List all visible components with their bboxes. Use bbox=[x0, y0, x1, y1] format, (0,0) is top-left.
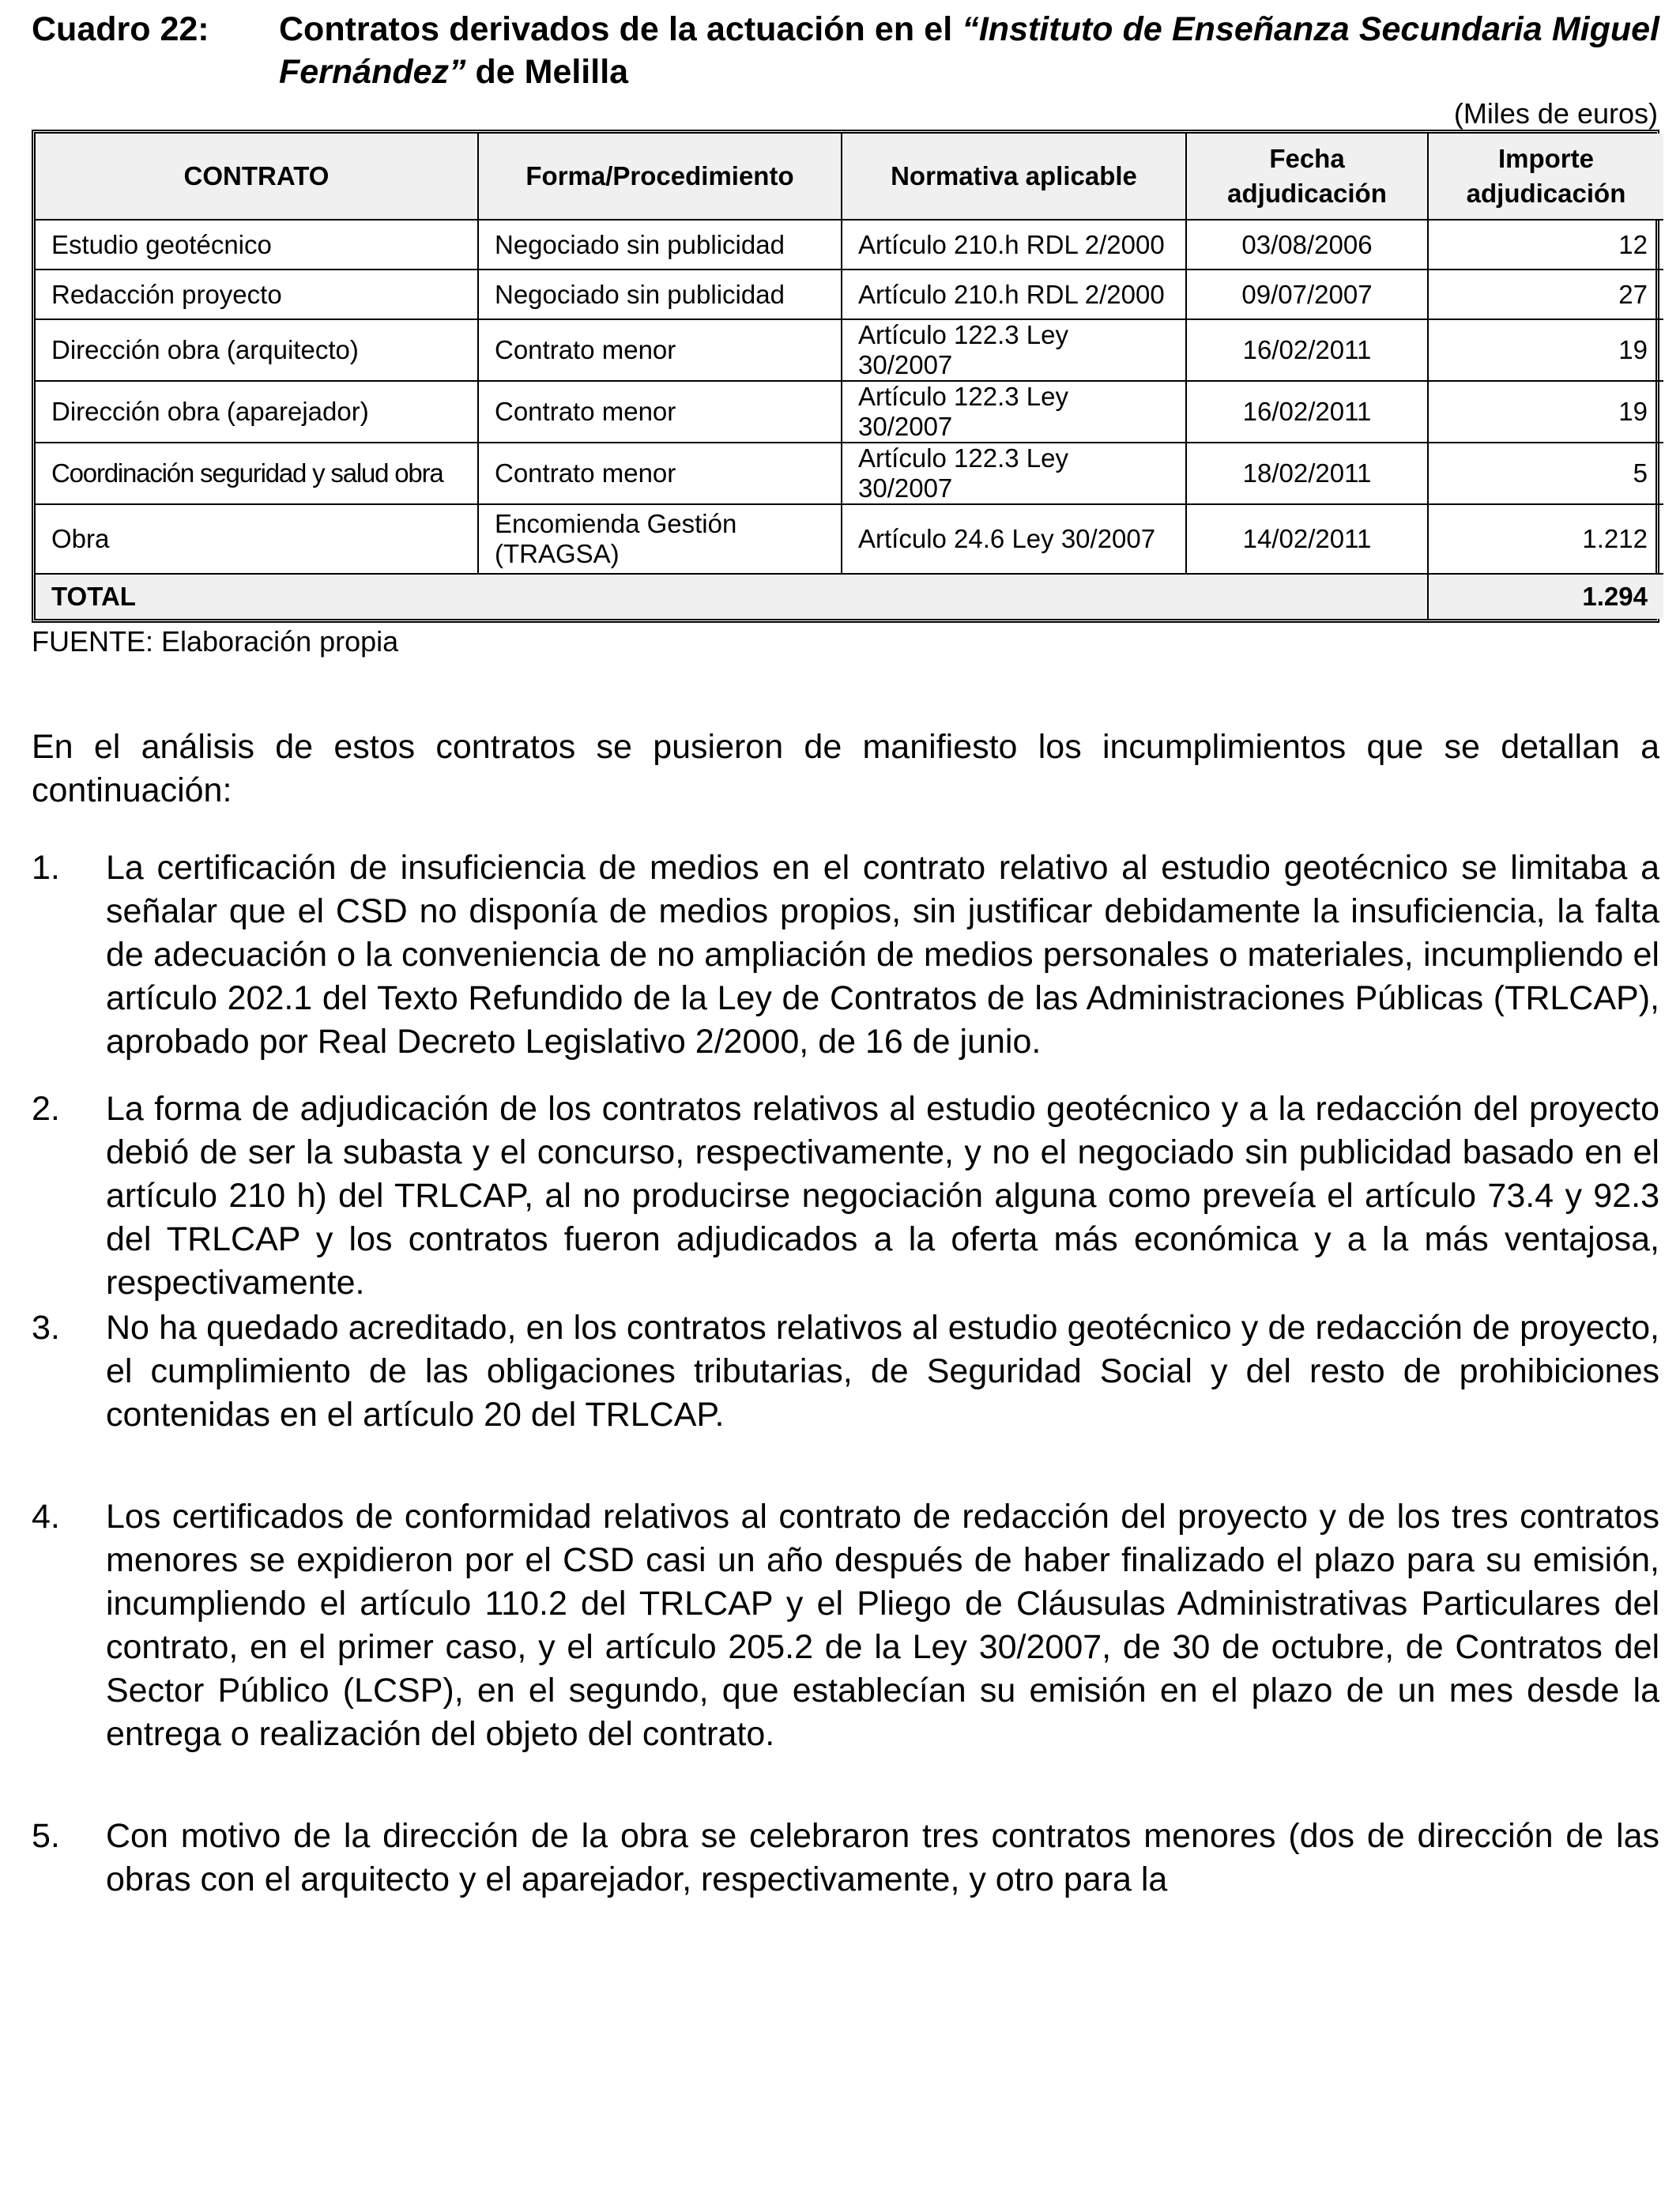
table-row bbox=[36, 319, 1663, 381]
item-number: 2. bbox=[32, 1090, 60, 1128]
cell-forma: Contrato menor bbox=[478, 443, 842, 504]
cell-normativa: Artículo 122.3 Ley 30/2007 bbox=[842, 319, 1186, 381]
units-note: (Miles de euros) bbox=[1453, 97, 1658, 130]
header-importe: Importe adjudicación bbox=[1428, 134, 1663, 220]
table-row bbox=[36, 381, 1663, 443]
header-forma: Forma/Procedimiento bbox=[478, 134, 842, 220]
cell-contrato: Obra bbox=[36, 504, 478, 574]
caption-title bbox=[279, 8, 1659, 93]
cell-importe: 1.212 bbox=[1428, 504, 1663, 574]
findings-list bbox=[32, 846, 1659, 1902]
cell-fecha: 14/02/2011 bbox=[1186, 504, 1428, 574]
item-number: 4. bbox=[32, 1498, 60, 1536]
cell-normativa: Artículo 210.h RDL 2/2000 bbox=[842, 220, 1186, 270]
cell-normativa: Artículo 122.3 Ley 30/2007 bbox=[842, 381, 1186, 443]
list-item bbox=[32, 1495, 1659, 1756]
table-total-row bbox=[36, 574, 1663, 619]
cell-contrato: Dirección obra (arquitecto) bbox=[36, 319, 478, 381]
cell-importe: 27 bbox=[1428, 270, 1663, 319]
table-row bbox=[36, 504, 1663, 574]
total-label: TOTAL bbox=[36, 574, 1428, 619]
header-fecha: Fecha adjudicación bbox=[1186, 134, 1428, 220]
table-header-row bbox=[36, 134, 1663, 220]
cell-forma: Negociado sin publicidad bbox=[478, 220, 842, 270]
intro-paragraph: En el análisis de estos contratos se pusieron de manifiesto los incumplimientos que se detallan a continuación: bbox=[32, 728, 1659, 809]
caption-label: Cuadro 22: bbox=[32, 10, 209, 48]
list-item bbox=[32, 846, 1659, 1064]
table-caption bbox=[32, 8, 1659, 93]
document-page bbox=[32, 8, 1659, 1925]
cell-normativa: Artículo 24.6 Ley 30/2007 bbox=[842, 504, 1186, 574]
item-number: 1. bbox=[32, 849, 60, 887]
item-number: 5. bbox=[32, 1817, 60, 1855]
contracts-table-frame bbox=[32, 130, 1659, 623]
cell-forma: Encomienda Gestión (TRAGSA) bbox=[478, 504, 842, 574]
cell-forma: Contrato menor bbox=[478, 381, 842, 443]
list-item bbox=[32, 1088, 1659, 1305]
item-text: No ha quedado acreditado, en los contratos relativos al estudio geotécnico y de redacción de proyecto, el cumplimiento de las obligaciones tributarias, de Seguridad Social y del resto de prohibiciones contenidas en el artículo 20 del TRLCAP. bbox=[106, 1309, 1659, 1434]
header-contrato: CONTRATO bbox=[36, 134, 478, 220]
table-row bbox=[36, 270, 1663, 319]
caption-institute-name: “Instituto de Enseñanza Secundaria Miguel Fernández” bbox=[279, 10, 1659, 91]
header-normativa: Normativa aplicable bbox=[842, 134, 1186, 220]
item-text: Los certificados de conformidad relativos al contrato de redacción del proyecto y de los tres contratos menores se expidieron por el CSD casi un año después de haber finalizado el plazo para su emisión, incumpliendo el artículo 110.2 del TRLCAP y el Pliego de Cláusulas Administrativas Particulares del contrato, en el primer caso, y el artículo 205.2 de la Ley 30/2007, de 30 de octubre, de Contratos del Sector Público (LCSP), en el segundo, que establecían su emisión en el plazo de un mes desde la entrega o realización del objeto del contrato. bbox=[106, 1498, 1659, 1753]
cell-contrato: Dirección obra (aparejador) bbox=[36, 381, 478, 443]
item-number: 3. bbox=[32, 1309, 60, 1347]
cell-contrato: Redacción proyecto bbox=[36, 270, 478, 319]
cell-importe: 12 bbox=[1428, 220, 1663, 270]
cell-importe: 19 bbox=[1428, 381, 1663, 443]
list-item bbox=[32, 1306, 1659, 1437]
cell-fecha: 16/02/2011 bbox=[1186, 381, 1428, 443]
list-item bbox=[32, 1815, 1659, 1902]
cell-fecha: 18/02/2011 bbox=[1186, 443, 1428, 504]
contracts-table bbox=[36, 134, 1663, 619]
item-text: Con motivo de la dirección de la obra se celebraron tres contratos menores (dos de dirección de las obras con el arquitecto y el aparejador, respectivamente, y otro para la bbox=[106, 1817, 1659, 1898]
cell-fecha: 03/08/2006 bbox=[1186, 220, 1428, 270]
table-row bbox=[36, 220, 1663, 270]
cell-contrato: Coordinación seguridad y salud obra bbox=[36, 443, 478, 504]
item-text: La certificación de insuficiencia de medios en el contrato relativo al estudio geotécnico se limitaba a señalar que el CSD no disponía de medios propios, sin justificar debidamente la insuficiencia, la falta de adecuación o la conveniencia de no ampliación de medios personales o materiales, incumpliendo el artículo 202.1 del Texto Refundido de la Ley de Contratos de las Administraciones Públicas (TRLCAP), aprobado por Real Decreto Legislativo 2/2000, de 16 de junio. bbox=[106, 849, 1659, 1061]
table-row bbox=[36, 443, 1663, 504]
cell-contrato: Estudio geotécnico bbox=[36, 220, 478, 270]
cell-fecha: 09/07/2007 bbox=[1186, 270, 1428, 319]
cell-normativa: Artículo 122.3 Ley 30/2007 bbox=[842, 443, 1186, 504]
item-text: La forma de adjudicación de los contratos relativos al estudio geotécnico y a la redacción del proyecto debió de ser la subasta y el concurso, respectivamente, y no el negociado sin publicidad basado en el artículo 210 h) del TRLCAP, al no producirse negociación alguna como preveía el artículo 73.4 y 92.3 del TRLCAP y los contratos fueron adjudicados a la oferta más económica y a la más ventajosa, respectivamente. bbox=[106, 1090, 1659, 1302]
cell-normativa: Artículo 210.h RDL 2/2000 bbox=[842, 270, 1186, 319]
cell-forma: Contrato menor bbox=[478, 319, 842, 381]
cell-importe: 19 bbox=[1428, 319, 1663, 381]
cell-importe: 5 bbox=[1428, 443, 1663, 504]
table-source: FUENTE: Elaboración propia bbox=[32, 625, 399, 658]
total-importe: 1.294 bbox=[1428, 574, 1663, 619]
cell-forma: Negociado sin publicidad bbox=[478, 270, 842, 319]
cell-fecha: 16/02/2011 bbox=[1186, 319, 1428, 381]
caption-text-after: de Melilla bbox=[465, 53, 629, 91]
caption-text-before: Contratos derivados de la actuación en el bbox=[279, 10, 962, 48]
